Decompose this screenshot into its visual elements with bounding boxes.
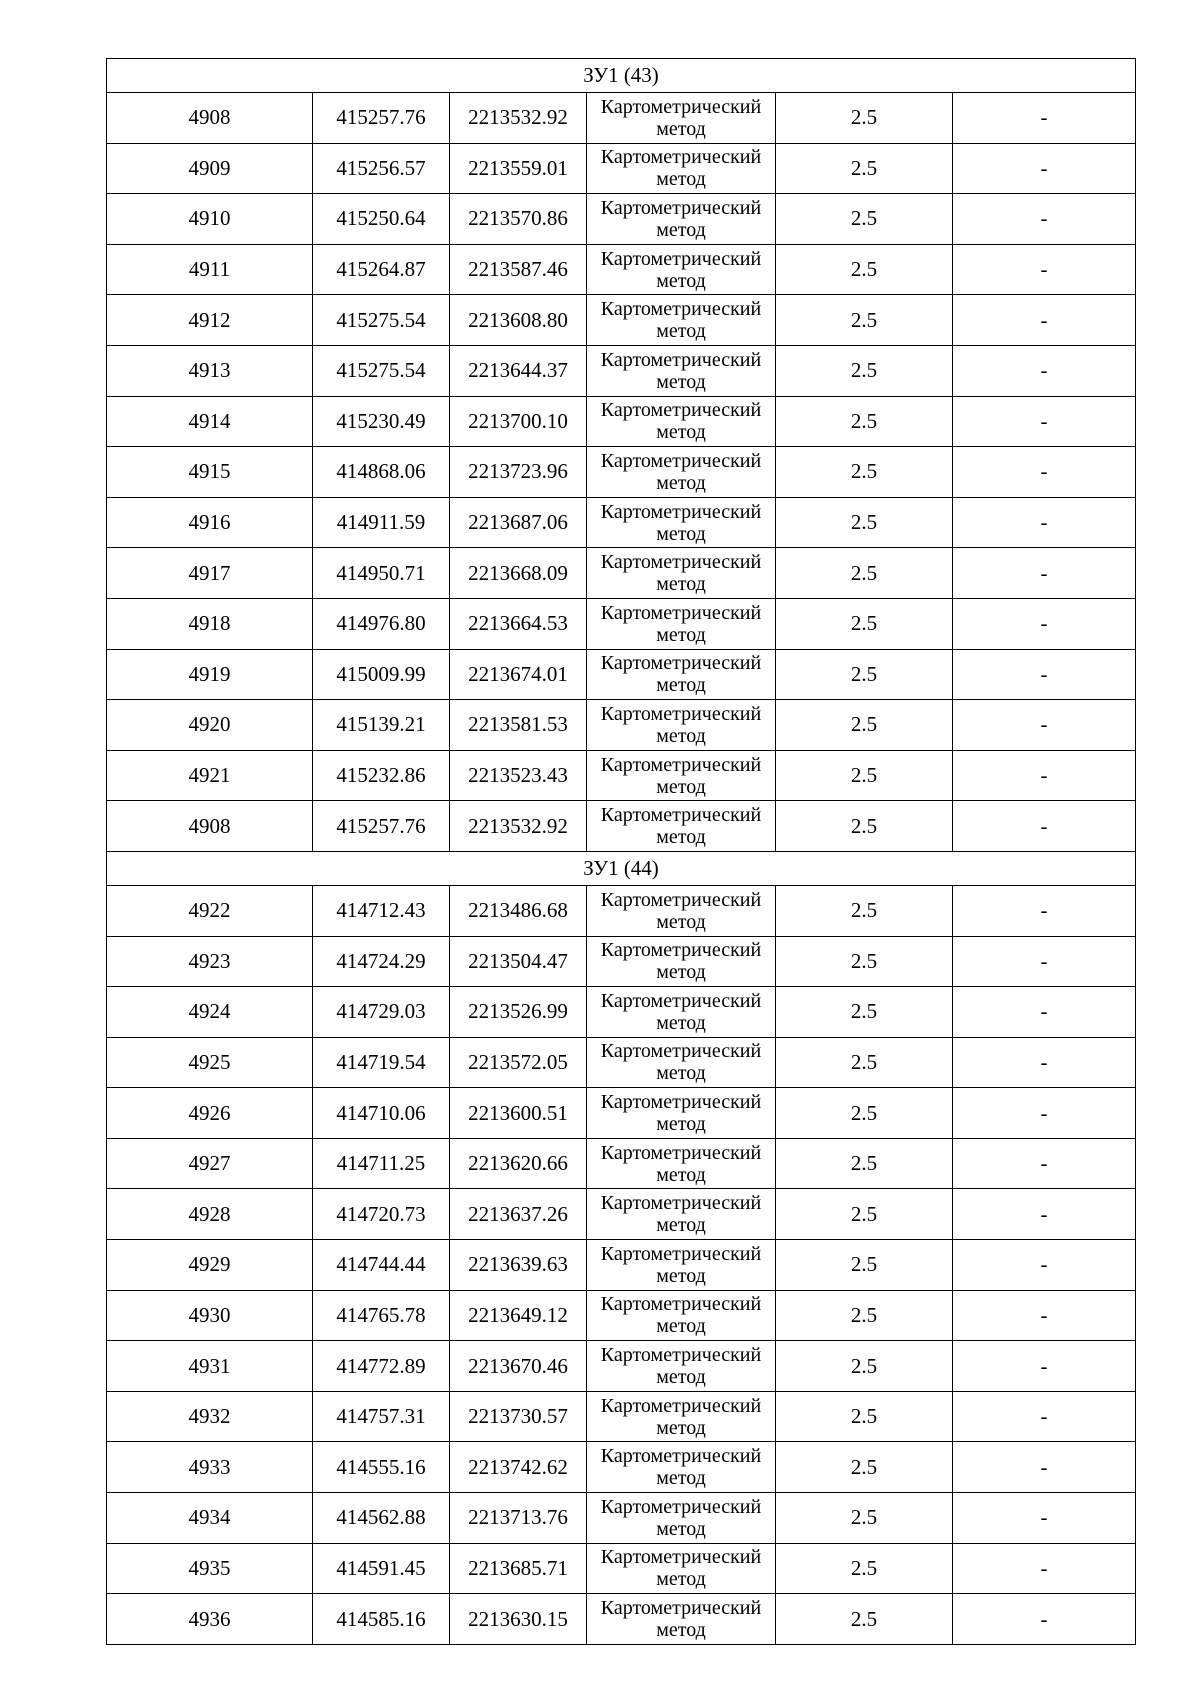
- method-text: метод: [656, 724, 706, 747]
- y-coordinate-cell: 2213685.71: [450, 1543, 587, 1594]
- x-coordinate-cell: 414911.59: [313, 497, 450, 548]
- point-number-cell: 4933: [107, 1442, 313, 1493]
- accuracy-cell: 2.5: [776, 700, 953, 751]
- method-text: Картометрический: [600, 1344, 762, 1367]
- method-text: Картометрический: [600, 702, 762, 725]
- section-title: ЗУ1 (44): [107, 851, 1136, 885]
- method-cell: [587, 987, 776, 1038]
- point-number-cell: 4935: [107, 1543, 313, 1594]
- x-coordinate-cell: 414712.43: [313, 885, 450, 936]
- note-cell: -: [953, 1341, 1136, 1392]
- y-coordinate-cell: 2213630.15: [450, 1594, 587, 1645]
- y-coordinate-cell: 2213486.68: [450, 885, 587, 936]
- y-coordinate-cell: 2213649.12: [450, 1290, 587, 1341]
- method-text: Картометрический: [600, 939, 762, 962]
- method-cell: [587, 1594, 776, 1645]
- point-number-cell: 4936: [107, 1594, 313, 1645]
- accuracy-cell: 2.5: [776, 1240, 953, 1291]
- method-text: метод: [656, 1163, 706, 1186]
- method-text: Картометрический: [600, 753, 762, 776]
- method-text: Картометрический: [600, 1040, 762, 1063]
- y-coordinate-cell: 2213532.92: [450, 93, 587, 144]
- note-cell: -: [953, 1493, 1136, 1544]
- point-number-cell: 4924: [107, 987, 313, 1038]
- point-number-cell: 4928: [107, 1189, 313, 1240]
- table-row: [107, 295, 1136, 346]
- table-row: [107, 801, 1136, 852]
- note-cell: -: [953, 1240, 1136, 1291]
- point-number-cell: 4914: [107, 396, 313, 447]
- accuracy-cell: 2.5: [776, 801, 953, 852]
- table-row: [107, 1341, 1136, 1392]
- x-coordinate-cell: 414585.16: [313, 1594, 450, 1645]
- method-cell: [587, 598, 776, 649]
- point-number-cell: 4929: [107, 1240, 313, 1291]
- table-row: [107, 1037, 1136, 1088]
- method-text: метод: [656, 1366, 706, 1389]
- accuracy-cell: 2.5: [776, 548, 953, 599]
- method-cell: [587, 194, 776, 245]
- table-row: [107, 1391, 1136, 1442]
- x-coordinate-cell: 415256.57: [313, 143, 450, 194]
- section-header-row: [107, 851, 1136, 885]
- point-number-cell: 4923: [107, 936, 313, 987]
- method-text: Картометрический: [600, 652, 762, 675]
- method-text: метод: [656, 421, 706, 444]
- accuracy-cell: 2.5: [776, 1442, 953, 1493]
- x-coordinate-cell: 415275.54: [313, 295, 450, 346]
- section-header-row: [107, 59, 1136, 93]
- x-coordinate-cell: 414950.71: [313, 548, 450, 599]
- table-row: [107, 396, 1136, 447]
- point-number-cell: 4919: [107, 649, 313, 700]
- method-text: Картометрический: [600, 1495, 762, 1518]
- y-coordinate-cell: 2213572.05: [450, 1037, 587, 1088]
- y-coordinate-cell: 2213644.37: [450, 345, 587, 396]
- accuracy-cell: 2.5: [776, 936, 953, 987]
- accuracy-cell: 2.5: [776, 447, 953, 498]
- method-text: Картометрический: [600, 1394, 762, 1417]
- method-text: Картометрический: [600, 1242, 762, 1265]
- point-number-cell: 4922: [107, 885, 313, 936]
- accuracy-cell: 2.5: [776, 93, 953, 144]
- method-text: Картометрический: [600, 247, 762, 270]
- table-row: [107, 345, 1136, 396]
- y-coordinate-cell: 2213639.63: [450, 1240, 587, 1291]
- point-number-cell: 4931: [107, 1341, 313, 1392]
- method-text: Картометрический: [600, 888, 762, 911]
- point-number-cell: 4925: [107, 1037, 313, 1088]
- x-coordinate-cell: 414757.31: [313, 1391, 450, 1442]
- table-row: [107, 987, 1136, 1038]
- method-text: Картометрический: [600, 348, 762, 371]
- method-text: Картометрический: [600, 1293, 762, 1316]
- point-number-cell: 4911: [107, 244, 313, 295]
- method-text: метод: [656, 1416, 706, 1439]
- y-coordinate-cell: 2213668.09: [450, 548, 587, 599]
- method-text: Картометрический: [600, 1141, 762, 1164]
- accuracy-cell: 2.5: [776, 598, 953, 649]
- table-row: [107, 548, 1136, 599]
- method-text: метод: [656, 1062, 706, 1085]
- x-coordinate-cell: 415009.99: [313, 649, 450, 700]
- method-text: Картометрический: [600, 146, 762, 169]
- note-cell: -: [953, 244, 1136, 295]
- table-row: [107, 93, 1136, 144]
- method-cell: [587, 143, 776, 194]
- y-coordinate-cell: 2213526.99: [450, 987, 587, 1038]
- note-cell: -: [953, 345, 1136, 396]
- method-cell: [587, 1391, 776, 1442]
- method-text: метод: [656, 1619, 706, 1642]
- accuracy-cell: 2.5: [776, 1391, 953, 1442]
- method-cell: [587, 396, 776, 447]
- x-coordinate-cell: 415232.86: [313, 750, 450, 801]
- method-text: метод: [656, 910, 706, 933]
- y-coordinate-cell: 2213523.43: [450, 750, 587, 801]
- y-coordinate-cell: 2213600.51: [450, 1088, 587, 1139]
- table-row: [107, 194, 1136, 245]
- method-text: метод: [656, 117, 706, 140]
- point-number-cell: 4908: [107, 801, 313, 852]
- method-cell: [587, 345, 776, 396]
- x-coordinate-cell: 414744.44: [313, 1240, 450, 1291]
- y-coordinate-cell: 2213559.01: [450, 143, 587, 194]
- method-text: Картометрический: [600, 399, 762, 422]
- method-cell: [587, 1341, 776, 1392]
- accuracy-cell: 2.5: [776, 143, 953, 194]
- method-text: Картометрический: [600, 551, 762, 574]
- table-row: [107, 1240, 1136, 1291]
- table-row: [107, 936, 1136, 987]
- method-text: метод: [656, 218, 706, 241]
- note-cell: -: [953, 1290, 1136, 1341]
- method-text: Картометрический: [600, 500, 762, 523]
- table-row: [107, 1543, 1136, 1594]
- method-text: метод: [656, 370, 706, 393]
- method-text: метод: [656, 573, 706, 596]
- x-coordinate-cell: 415230.49: [313, 396, 450, 447]
- table-row: [107, 1442, 1136, 1493]
- table-row: [107, 1189, 1136, 1240]
- y-coordinate-cell: 2213742.62: [450, 1442, 587, 1493]
- accuracy-cell: 2.5: [776, 345, 953, 396]
- method-cell: [587, 244, 776, 295]
- table-row: [107, 1138, 1136, 1189]
- point-number-cell: 4932: [107, 1391, 313, 1442]
- method-text: Картометрический: [600, 989, 762, 1012]
- note-cell: -: [953, 1594, 1136, 1645]
- y-coordinate-cell: 2213608.80: [450, 295, 587, 346]
- method-text: метод: [656, 826, 706, 849]
- accuracy-cell: 2.5: [776, 497, 953, 548]
- x-coordinate-cell: 414720.73: [313, 1189, 450, 1240]
- x-coordinate-cell: 414591.45: [313, 1543, 450, 1594]
- x-coordinate-cell: 414724.29: [313, 936, 450, 987]
- x-coordinate-cell: 415275.54: [313, 345, 450, 396]
- method-text: метод: [656, 775, 706, 798]
- table-row: [107, 1594, 1136, 1645]
- y-coordinate-cell: 2213581.53: [450, 700, 587, 751]
- accuracy-cell: 2.5: [776, 1037, 953, 1088]
- y-coordinate-cell: 2213504.47: [450, 936, 587, 987]
- note-cell: -: [953, 1543, 1136, 1594]
- table-row: [107, 447, 1136, 498]
- table-row: [107, 885, 1136, 936]
- method-text: метод: [656, 1467, 706, 1490]
- method-cell: [587, 295, 776, 346]
- method-text: метод: [656, 1264, 706, 1287]
- table-row: [107, 649, 1136, 700]
- accuracy-cell: 2.5: [776, 1138, 953, 1189]
- method-text: метод: [656, 168, 706, 191]
- point-number-cell: 4926: [107, 1088, 313, 1139]
- accuracy-cell: 2.5: [776, 295, 953, 346]
- method-cell: [587, 1493, 776, 1544]
- method-cell: [587, 801, 776, 852]
- x-coordinate-cell: 415264.87: [313, 244, 450, 295]
- method-text: Картометрический: [600, 196, 762, 219]
- y-coordinate-cell: 2213700.10: [450, 396, 587, 447]
- x-coordinate-cell: 414772.89: [313, 1341, 450, 1392]
- method-text: метод: [656, 269, 706, 292]
- table-row: [107, 750, 1136, 801]
- x-coordinate-cell: 414765.78: [313, 1290, 450, 1341]
- x-coordinate-cell: 415257.76: [313, 93, 450, 144]
- point-number-cell: 4913: [107, 345, 313, 396]
- method-text: Картометрический: [600, 1546, 762, 1569]
- table-row: [107, 1290, 1136, 1341]
- point-number-cell: 4927: [107, 1138, 313, 1189]
- accuracy-cell: 2.5: [776, 396, 953, 447]
- coordinates-table: [106, 58, 1136, 1645]
- x-coordinate-cell: 414562.88: [313, 1493, 450, 1544]
- method-cell: [587, 1138, 776, 1189]
- method-text: Картометрический: [600, 449, 762, 472]
- table-row: [107, 497, 1136, 548]
- point-number-cell: 4921: [107, 750, 313, 801]
- method-text: Картометрический: [600, 1091, 762, 1114]
- note-cell: -: [953, 801, 1136, 852]
- table-row: [107, 1493, 1136, 1544]
- table-row: [107, 143, 1136, 194]
- method-cell: [587, 1088, 776, 1139]
- method-text: Картометрический: [600, 804, 762, 827]
- method-cell: [587, 936, 776, 987]
- y-coordinate-cell: 2213587.46: [450, 244, 587, 295]
- method-text: Картометрический: [600, 95, 762, 118]
- note-cell: -: [953, 987, 1136, 1038]
- note-cell: -: [953, 497, 1136, 548]
- note-cell: -: [953, 548, 1136, 599]
- note-cell: -: [953, 194, 1136, 245]
- point-number-cell: 4909: [107, 143, 313, 194]
- y-coordinate-cell: 2213532.92: [450, 801, 587, 852]
- y-coordinate-cell: 2213687.06: [450, 497, 587, 548]
- note-cell: -: [953, 1088, 1136, 1139]
- method-cell: [587, 649, 776, 700]
- table-body: [107, 59, 1136, 1645]
- point-number-cell: 4912: [107, 295, 313, 346]
- section-title: ЗУ1 (43): [107, 59, 1136, 93]
- y-coordinate-cell: 2213674.01: [450, 649, 587, 700]
- y-coordinate-cell: 2213620.66: [450, 1138, 587, 1189]
- y-coordinate-cell: 2213637.26: [450, 1189, 587, 1240]
- x-coordinate-cell: 414719.54: [313, 1037, 450, 1088]
- point-number-cell: 4917: [107, 548, 313, 599]
- point-number-cell: 4908: [107, 93, 313, 144]
- method-text: метод: [656, 961, 706, 984]
- note-cell: -: [953, 1442, 1136, 1493]
- method-text: метод: [656, 1011, 706, 1034]
- method-text: метод: [656, 522, 706, 545]
- method-text: метод: [656, 471, 706, 494]
- method-cell: [587, 548, 776, 599]
- accuracy-cell: 2.5: [776, 987, 953, 1038]
- note-cell: -: [953, 649, 1136, 700]
- y-coordinate-cell: 2213730.57: [450, 1391, 587, 1442]
- method-cell: [587, 447, 776, 498]
- x-coordinate-cell: 415257.76: [313, 801, 450, 852]
- method-text: Картометрический: [600, 1445, 762, 1468]
- accuracy-cell: 2.5: [776, 750, 953, 801]
- note-cell: -: [953, 295, 1136, 346]
- method-text: Картометрический: [600, 601, 762, 624]
- note-cell: -: [953, 93, 1136, 144]
- x-coordinate-cell: 414710.06: [313, 1088, 450, 1139]
- method-text: метод: [656, 320, 706, 343]
- method-cell: [587, 93, 776, 144]
- accuracy-cell: 2.5: [776, 1189, 953, 1240]
- method-cell: [587, 750, 776, 801]
- point-number-cell: 4910: [107, 194, 313, 245]
- x-coordinate-cell: 414868.06: [313, 447, 450, 498]
- accuracy-cell: 2.5: [776, 244, 953, 295]
- method-cell: [587, 1543, 776, 1594]
- accuracy-cell: 2.5: [776, 1594, 953, 1645]
- accuracy-cell: 2.5: [776, 885, 953, 936]
- method-text: метод: [656, 1113, 706, 1136]
- note-cell: -: [953, 936, 1136, 987]
- point-number-cell: 4915: [107, 447, 313, 498]
- accuracy-cell: 2.5: [776, 194, 953, 245]
- table-row: [107, 1088, 1136, 1139]
- x-coordinate-cell: 415250.64: [313, 194, 450, 245]
- note-cell: -: [953, 1189, 1136, 1240]
- x-coordinate-cell: 414711.25: [313, 1138, 450, 1189]
- x-coordinate-cell: 415139.21: [313, 700, 450, 751]
- accuracy-cell: 2.5: [776, 1493, 953, 1544]
- note-cell: -: [953, 447, 1136, 498]
- y-coordinate-cell: 2213570.86: [450, 194, 587, 245]
- note-cell: -: [953, 1138, 1136, 1189]
- point-number-cell: 4916: [107, 497, 313, 548]
- note-cell: -: [953, 143, 1136, 194]
- method-cell: [587, 1290, 776, 1341]
- accuracy-cell: 2.5: [776, 649, 953, 700]
- table-row: [107, 700, 1136, 751]
- y-coordinate-cell: 2213713.76: [450, 1493, 587, 1544]
- point-number-cell: 4934: [107, 1493, 313, 1544]
- point-number-cell: 4918: [107, 598, 313, 649]
- accuracy-cell: 2.5: [776, 1341, 953, 1392]
- table-row: [107, 244, 1136, 295]
- method-text: метод: [656, 1517, 706, 1540]
- method-text: метод: [656, 674, 706, 697]
- method-cell: [587, 885, 776, 936]
- point-number-cell: 4930: [107, 1290, 313, 1341]
- method-text: метод: [656, 1315, 706, 1338]
- x-coordinate-cell: 414729.03: [313, 987, 450, 1038]
- method-text: метод: [656, 1214, 706, 1237]
- x-coordinate-cell: 414555.16: [313, 1442, 450, 1493]
- method-text: Картометрический: [600, 1597, 762, 1620]
- method-text: метод: [656, 1568, 706, 1591]
- note-cell: -: [953, 598, 1136, 649]
- y-coordinate-cell: 2213664.53: [450, 598, 587, 649]
- method-cell: [587, 1189, 776, 1240]
- note-cell: -: [953, 1391, 1136, 1442]
- method-cell: [587, 700, 776, 751]
- accuracy-cell: 2.5: [776, 1543, 953, 1594]
- method-text: метод: [656, 623, 706, 646]
- x-coordinate-cell: 414976.80: [313, 598, 450, 649]
- accuracy-cell: 2.5: [776, 1088, 953, 1139]
- table-row: [107, 598, 1136, 649]
- note-cell: -: [953, 700, 1136, 751]
- y-coordinate-cell: 2213723.96: [450, 447, 587, 498]
- note-cell: -: [953, 1037, 1136, 1088]
- y-coordinate-cell: 2213670.46: [450, 1341, 587, 1392]
- note-cell: -: [953, 750, 1136, 801]
- method-cell: [587, 1037, 776, 1088]
- point-number-cell: 4920: [107, 700, 313, 751]
- method-text: Картометрический: [600, 298, 762, 321]
- method-text: Картометрический: [600, 1192, 762, 1215]
- accuracy-cell: 2.5: [776, 1290, 953, 1341]
- method-cell: [587, 497, 776, 548]
- note-cell: -: [953, 396, 1136, 447]
- method-cell: [587, 1240, 776, 1291]
- method-cell: [587, 1442, 776, 1493]
- note-cell: -: [953, 885, 1136, 936]
